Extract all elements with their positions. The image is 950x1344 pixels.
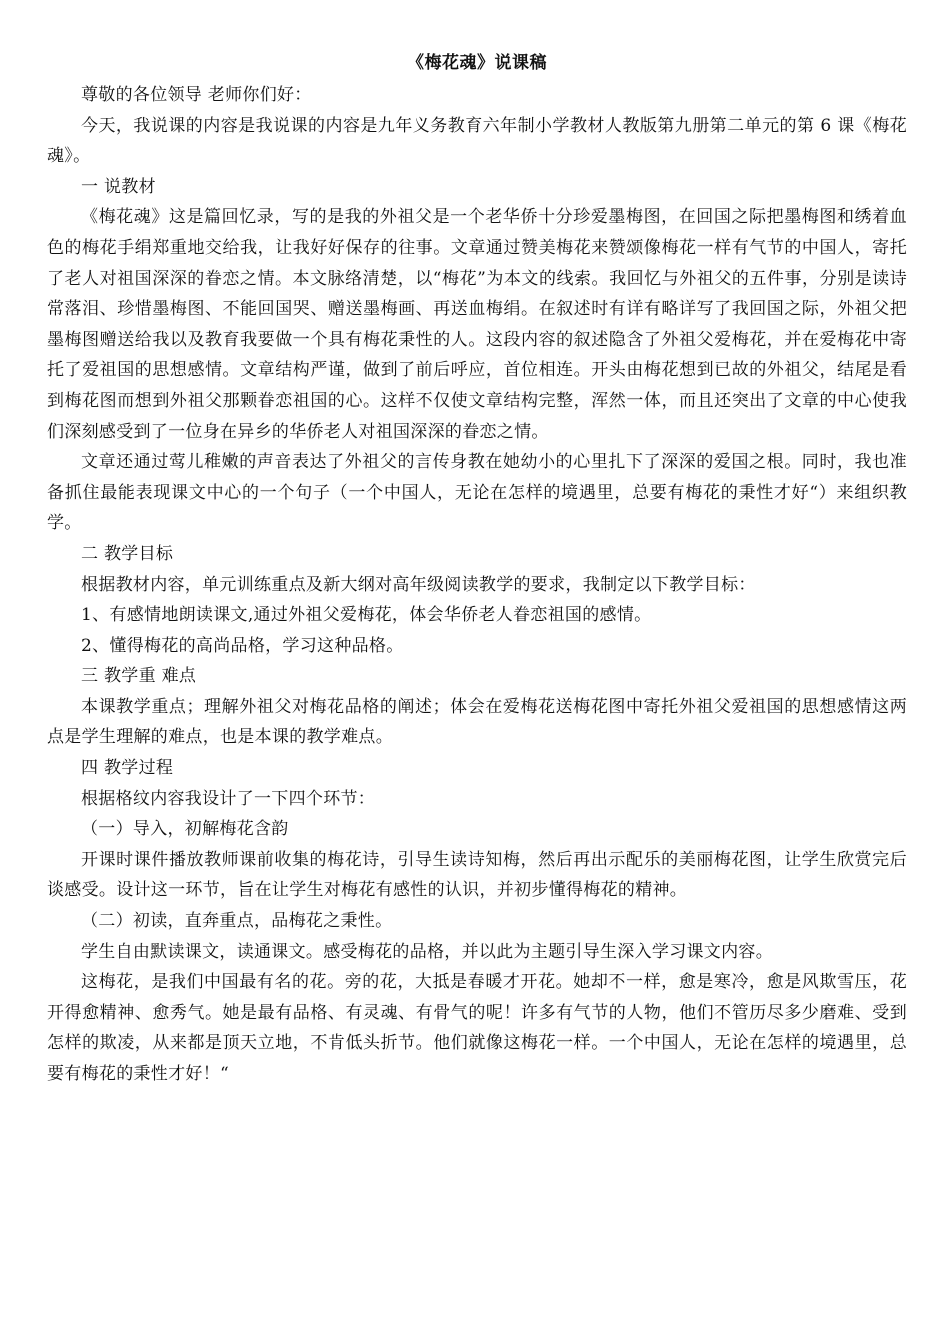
textbook-analysis-paragraph: 《梅花魂》这是篇回忆录，写的是我的外祖父是一个老华侨十分珍爱墨梅图，在回国之际把墨梅图和绣着血色的梅花手绢郑重地交给我，让我好好保存的往事。文章通过赞美梅花来赞颂像梅花一样有气节的中国人，寄托了老人对祖国深深的眷恋之情。本文脉络清楚，以“梅花”为本文的线索。我回忆与外祖父的五件事，分别是读诗常落泪、珍惜墨梅图、不能回国哭、赠送墨梅画、再送血梅绢。在叙述时有详有略详写了我回国之际，外祖父把墨梅图赠送给我以及教育我要做一个具有梅花秉性的人。这段内容的叙述隐含了外祖父爱梅花，并在爱梅花中寄托了爱祖国的思想感情。文章结构严谨，做到了前后呼应，首位相连。开头由梅花想到已故的外祖父，结尾是看到梅花图而想到外祖父那颗眷恋祖国的心。这样不仅使文章结构完整，浑然一体，而且还突出了文章的中心使我们深刻感受到了一位身在异乡的华侨老人对祖国深深的眷恋之情。 — [47, 207, 907, 442]
step-2-paragraph: 学生自由默读课文，读通课文。感受梅花的品格，并以此为主题引导生深入学习课文内容。 — [81, 941, 773, 962]
section-heading-key-points: 三 教学重 难点 — [81, 666, 197, 687]
quote-paragraph: 这梅花，是我们中国最有名的花。旁的花，大抵是春暖才开花。她却不一样，愈是寒冷，愈是风欺雪压，花开得愈精神、愈秀气。她是最有品格、有灵魂、有骨气的呢！许多有气节的人物，他们不管历尽多少磨难、受到怎样的欺凌，从来都是顶天立地，不肯低头折节。他们就像这梅花一样。一个中国人，无论在怎样的境遇里，总要有梅花的秉性才好！“ — [47, 972, 907, 1084]
textbook-analysis-paragraph-2: 文章还通过莺儿稚嫩的声音表达了外祖父的言传身教在她幼小的心里扎下了深深的爱国之根。同时，我也准备抓住最能表现课文中心的一个句子（一个中国人，无论在怎样的境遇里，总要有梅花的秉性才好“）来组织教学。 — [47, 452, 907, 534]
section-heading-process: 四 教学过程 — [81, 758, 174, 779]
process-intro-paragraph: 根据格纹内容我设计了一下四个环节： — [81, 788, 376, 809]
goal-item-2: 2、懂得梅花的高尚品格，学习这种品格。 — [81, 635, 404, 656]
goal-item-1: 1、有感情地朗读课文,通过外祖父爱梅花，体会华侨老人眷恋祖国的感情。 — [81, 605, 652, 626]
section-heading-textbook: 一 说教材 — [81, 176, 156, 197]
step-heading-1: （一）导入，初解梅花含韵 — [81, 819, 289, 840]
key-points-paragraph: 本课教学重点；理解外祖父对梅花品格的阐述；体会在爱梅花送梅花图中寄托外祖父爱祖国的思想感情这两点是学生理解的难点，也是本课的教学难点。 — [47, 696, 907, 748]
step-heading-2: （二）初读，直奔重点，品梅花之秉性。 — [81, 911, 393, 932]
goals-intro-paragraph: 根据教材内容，单元训练重点及新大纲对高年级阅读教学的要求，我制定以下教学目标： — [81, 574, 756, 595]
step-1-paragraph: 开课时课件播放教师课前收集的梅花诗，引导生读诗知梅，然后再出示配乐的美丽梅花图，让学生欣赏完后谈感受。设计这一环节，旨在让学生对梅花有感性的认识，并初步懂得梅花的精神。 — [47, 849, 907, 901]
section-heading-goals: 二 教学目标 — [81, 543, 174, 564]
greeting-paragraph: 尊敬的各位领导 老师你们好： — [81, 85, 312, 105]
document-title: 《梅花魂》说课稿 — [407, 53, 547, 73]
intro-paragraph: 今天，我说课的内容是我说课的内容是九年义务教育六年制小学教材人教版第九册第二单元的第 6 课《梅花魂》。 — [47, 115, 907, 167]
document-page — [47, 50, 907, 1090]
